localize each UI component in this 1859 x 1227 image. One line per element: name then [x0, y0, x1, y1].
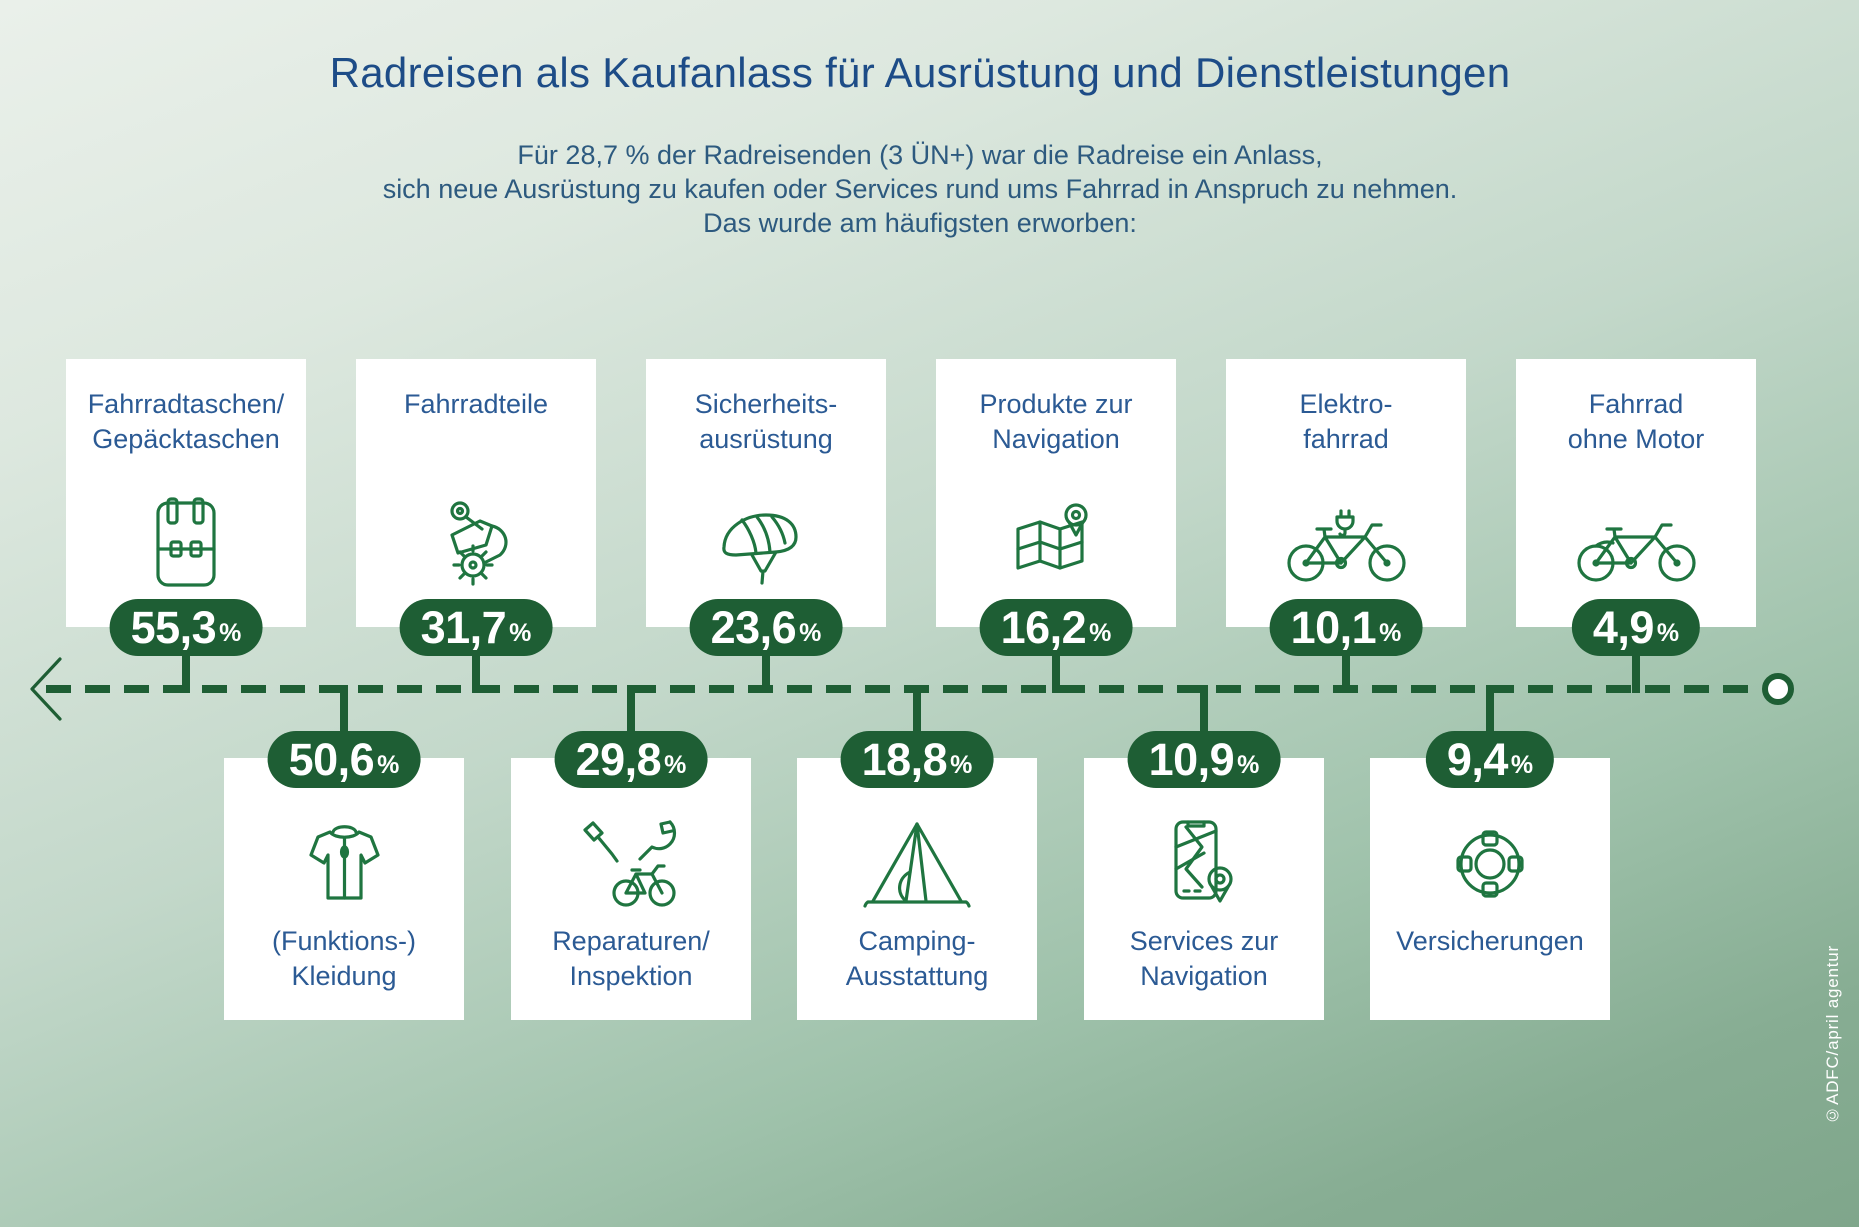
category-label: Versicherungen — [1396, 926, 1584, 956]
map-pin-icon — [1006, 497, 1106, 589]
percentage-badge: 4,9 % — [1572, 599, 1700, 656]
repair-tools-icon — [576, 814, 686, 914]
category-label: Elektro- fahrrad — [1299, 389, 1393, 454]
category-card — [66, 359, 306, 627]
percentage-badge: 10,9 % — [1128, 731, 1281, 788]
subtitle-line-3: Das wurde am häufigsten erworben: — [703, 208, 1137, 238]
percentage-badge: 50,6 % — [268, 731, 421, 788]
category-card — [936, 359, 1176, 627]
connector-stem — [1200, 685, 1208, 735]
e-bike-icon — [1284, 497, 1409, 589]
connector-stem — [913, 685, 921, 735]
category-label: Fahrradtaschen/ Gepäcktaschen — [87, 389, 285, 454]
jersey-icon — [297, 814, 392, 914]
category-label: Fahrradteile — [403, 389, 549, 419]
helmet-icon — [716, 499, 816, 587]
phone-navigation-icon — [1162, 817, 1247, 912]
category-label: (Funktions-) Kleidung — [271, 926, 417, 991]
connector-stem — [1342, 650, 1350, 693]
tent-icon — [860, 818, 975, 910]
category-label: Reparaturen/ Inspektion — [552, 926, 710, 991]
percentage-badge: 55,3 % — [110, 599, 263, 656]
category-card — [356, 359, 596, 627]
category-card — [1370, 758, 1610, 1020]
connector-stem — [182, 650, 190, 693]
category-card — [646, 359, 886, 627]
category-label: Sicherheits- ausrüstung — [694, 389, 838, 454]
life-ring-icon — [1444, 818, 1536, 910]
category-label: Produkte zur Navigation — [979, 389, 1133, 454]
category-card — [797, 758, 1037, 1020]
connector-stem — [1486, 685, 1494, 735]
category-label: Camping- Ausstattung — [845, 926, 989, 991]
connector-stem — [627, 685, 635, 735]
connector-stem — [762, 650, 770, 693]
category-card — [1226, 359, 1466, 627]
connector-stem — [472, 650, 480, 693]
percentage-badge: 23,6 % — [690, 599, 843, 656]
category-card — [224, 758, 464, 1020]
subtitle-line-2: sich neue Ausrüstung zu kaufen oder Services rund ums Fahrrad in Anspruch zu nehmen. — [382, 174, 1458, 204]
subtitle-line-1: Für 28,7 % der Radreisenden (3 ÜN+) war die Radreise ein Anlass, — [517, 140, 1323, 170]
derailleur-icon — [426, 493, 526, 593]
connector-stem — [1632, 650, 1640, 693]
page-title: Radreisen als Kaufanlass für Ausrüstung und Dienstleistungen — [329, 49, 1511, 96]
bicycle-icon — [1574, 497, 1699, 589]
connector-stem — [1052, 650, 1060, 693]
connector-stem — [340, 685, 348, 735]
timeline-end-dot-icon — [1762, 673, 1794, 705]
category-card — [511, 758, 751, 1020]
percentage-badge: 31,7 % — [400, 599, 553, 656]
category-label: Fahrrad ohne Motor — [1567, 389, 1705, 454]
category-label: Services zur Navigation — [1129, 926, 1279, 991]
pannier-bag-icon — [154, 496, 218, 590]
credit-watermark: ©ADFC/april agentur — [1823, 945, 1842, 1125]
category-card — [1084, 758, 1324, 1020]
percentage-badge: 10,1 % — [1270, 599, 1423, 656]
category-card — [1516, 359, 1756, 627]
percentage-badge: 9,4 % — [1426, 731, 1554, 788]
percentage-badge: 16,2 % — [980, 599, 1133, 656]
percentage-badge: 29,8 % — [555, 731, 708, 788]
percentage-badge: 18,8 % — [841, 731, 994, 788]
